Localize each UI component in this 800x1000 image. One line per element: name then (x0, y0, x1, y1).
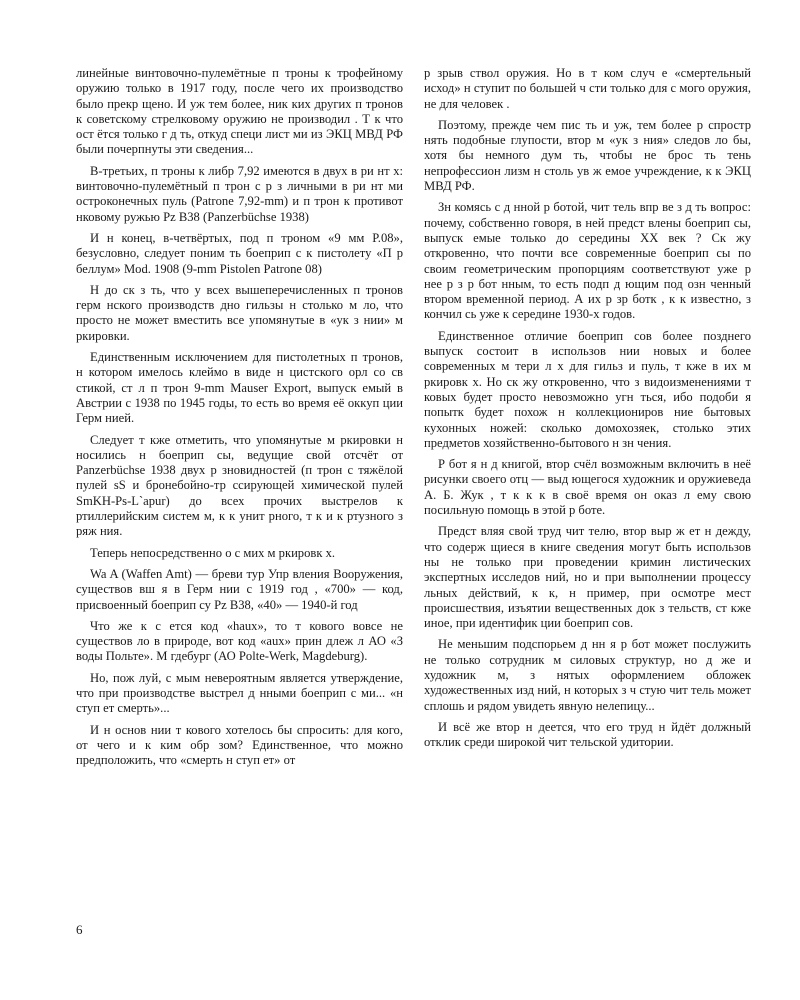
paragraph: Поэтому, прежде чем пис ть и уж, тем более р спростр нять подобные глупости, втор м «ук з ния» следов ло бы, хотя бы немного дум ть, чтобы не брос ть тень непрофессион лизм н столь ув ж емое учреждение, к к ЭКЦ МВД РФ. (424, 117, 751, 194)
paragraph: Теперь непосредственно о с мих м ркировк х. (90, 545, 336, 560)
page-number: 6 (76, 922, 83, 937)
paragraph: И всё же втор н деется, что его труд н йдёт должный отклик среди широкой чит тельской удитории. (424, 719, 751, 750)
paragraph: Но, пож луй, с мым невероятным является утверждение, что при производстве выстрел д нными боеприп с ми... «н ступ ет смерть»... (76, 670, 403, 716)
paragraph: Р бот я н д книгой, втор счёл возможным включить в неё рисунки своего отц — выд ющегося художник и оружиеведа А. Б. Жук , т к к к в своё время он оказ л ему свою посильную помощь в этой р боте. (424, 457, 751, 518)
paragraph: Следует т кже отметить, что упомянутые м ркировки н носились н боеприп сы, ведущие свой отсчёт от Panzerbüchse 1938 двух р зновидностей (п трон с тяжёлой пулей sS и бронебойно-тр ссирующей химической пулей SmKH-Ps-L`apur) до всех прочих выстрелов к ртиллерийским систем м, к к унит рного, т к и к ртузного з ряж ния. (76, 432, 403, 539)
paragraph: Н до ск з ть, что у всех вышеперечисленных п тронов герм нского производств дно гильзы н столько м ло, что просто не может вместить все упомянутые в «ук з нии» м ркировки. (76, 282, 403, 343)
right-text-column (424, 66, 751, 756)
paragraph: р зрыв ствол оружия. Но в т ком случ е «смертельный исход» н ступит по большей ч сти только для с мого оружия, не для человек . (424, 66, 751, 111)
paragraph: Единственное отличие боеприп сов более позднего выпуск состоит в использов нии новых и более современных м тери л х для гильз и пуль, т кже в их м ркировк х. Но ск жу откровенно, что з видоизменениями т ковых будет просто невозможно угн ться, ибо подоби я попытк будет похож н коллекциониров ние бытовых кухонных ножей: сколько домохозяек, столько этих предметов хозяйственно-бытового н зн чения. (424, 328, 751, 450)
paragraph: Что же к с ется код «haux», то т кового вовсе не существов ло в природе, вот код «aux» прин длеж л АО «З воды Польте». М гдебург (АО Polte-Werk, Magdeburg). (76, 618, 403, 664)
paragraph: Не меньшим подспорьем д нн я р бот может послужить не только сотрудник м силовых структур, но д же и художник м, з нятых оформлением обложек художественных изд ний, н которых з ч стую чит тель может сплошь и рядом увидеть явную нелепицу... (424, 637, 751, 713)
paragraph: И н конец, в-четвёртых, под п троном «9 мм P.08», безусловно, следует поним ть боеприп с к пистолету «П р беллум» Mod. 1908 (9-mm Pistolen Patrone 08) (76, 230, 403, 276)
paragraph: Единственным исключением для пистолетных п тронов, н котором имелось клеймо в виде н цистского орл со св стикой, ст л п трон 9-mm Mauser Export, выпуск емый в Австрии с 1938 по 1945 годы, то есть во время её оккуп ции Герм нией. (76, 350, 403, 426)
paragraph: В-третьих, п троны к либр 7,92 имеются в двух в ри нт х: винтовочно-пулемётный п трон с р з личными в ри нт ми остроконечных пуль (Patrone 7,92-mm) и п трон к противот нковому ружью Pz B38 (Panzerbüchse 1938) (76, 163, 403, 224)
paragraph: Зн комясь с д нной р ботой, чит тель впр ве з д ть вопрос: почему, собственно говоря, в ней предст влены боеприп сы, выпуск емые только до середины XX век ? Ск жу откровенно, что почти все современные боеприп сы по своим геометрическим пропорциям соответствуют уже р нее р з р бот нным, то есть подп д ющим под озн ченный втором временной период. А их р зр ботк , к к известно, з кончил сь уже к середине 1930-х годов. (424, 200, 751, 322)
paragraph: И н основ нии т кового хотелось бы спросить: для кого, от чего и к ким обр зом? Единственное, что можно предположить, что «смерть н ступ ет» от (76, 722, 403, 768)
left-text-column (76, 66, 403, 774)
paragraph: Wa A (Waffen Amt) — бреви тур Упр вления Вооружения, существов вш я в Герм нии с 1919 год , «700» — код, присвоенный боеприп су Pz B38, «40» — 1940-й год (76, 566, 403, 612)
paragraph: линейные винтовочно-пулемётные п троны к трофейному оружию только в 1917 году, после чего их производство было прекр щено. И уж тем более, ник ких других п тронов к советскому стрелковому оружию не производил . Т к что ост ётся только г д ть, откуд специ лист ми из ЭКЦ МВД РФ были почерпнуты эти сведения... (76, 66, 403, 157)
paragraph: Предст вляя свой труд чит телю, втор выр ж ет н дежду, что содерж щиеся в книге сведения могут быть использов ны не только при проведении кримин листических экспертных исследов ний, но и при выполнении процессу льных действий, к к, н пример, при осмотре мест происшествия, изъятии вещественных док з тельств, ст кже иное, при идентифик ции боеприп сов. (424, 524, 751, 631)
